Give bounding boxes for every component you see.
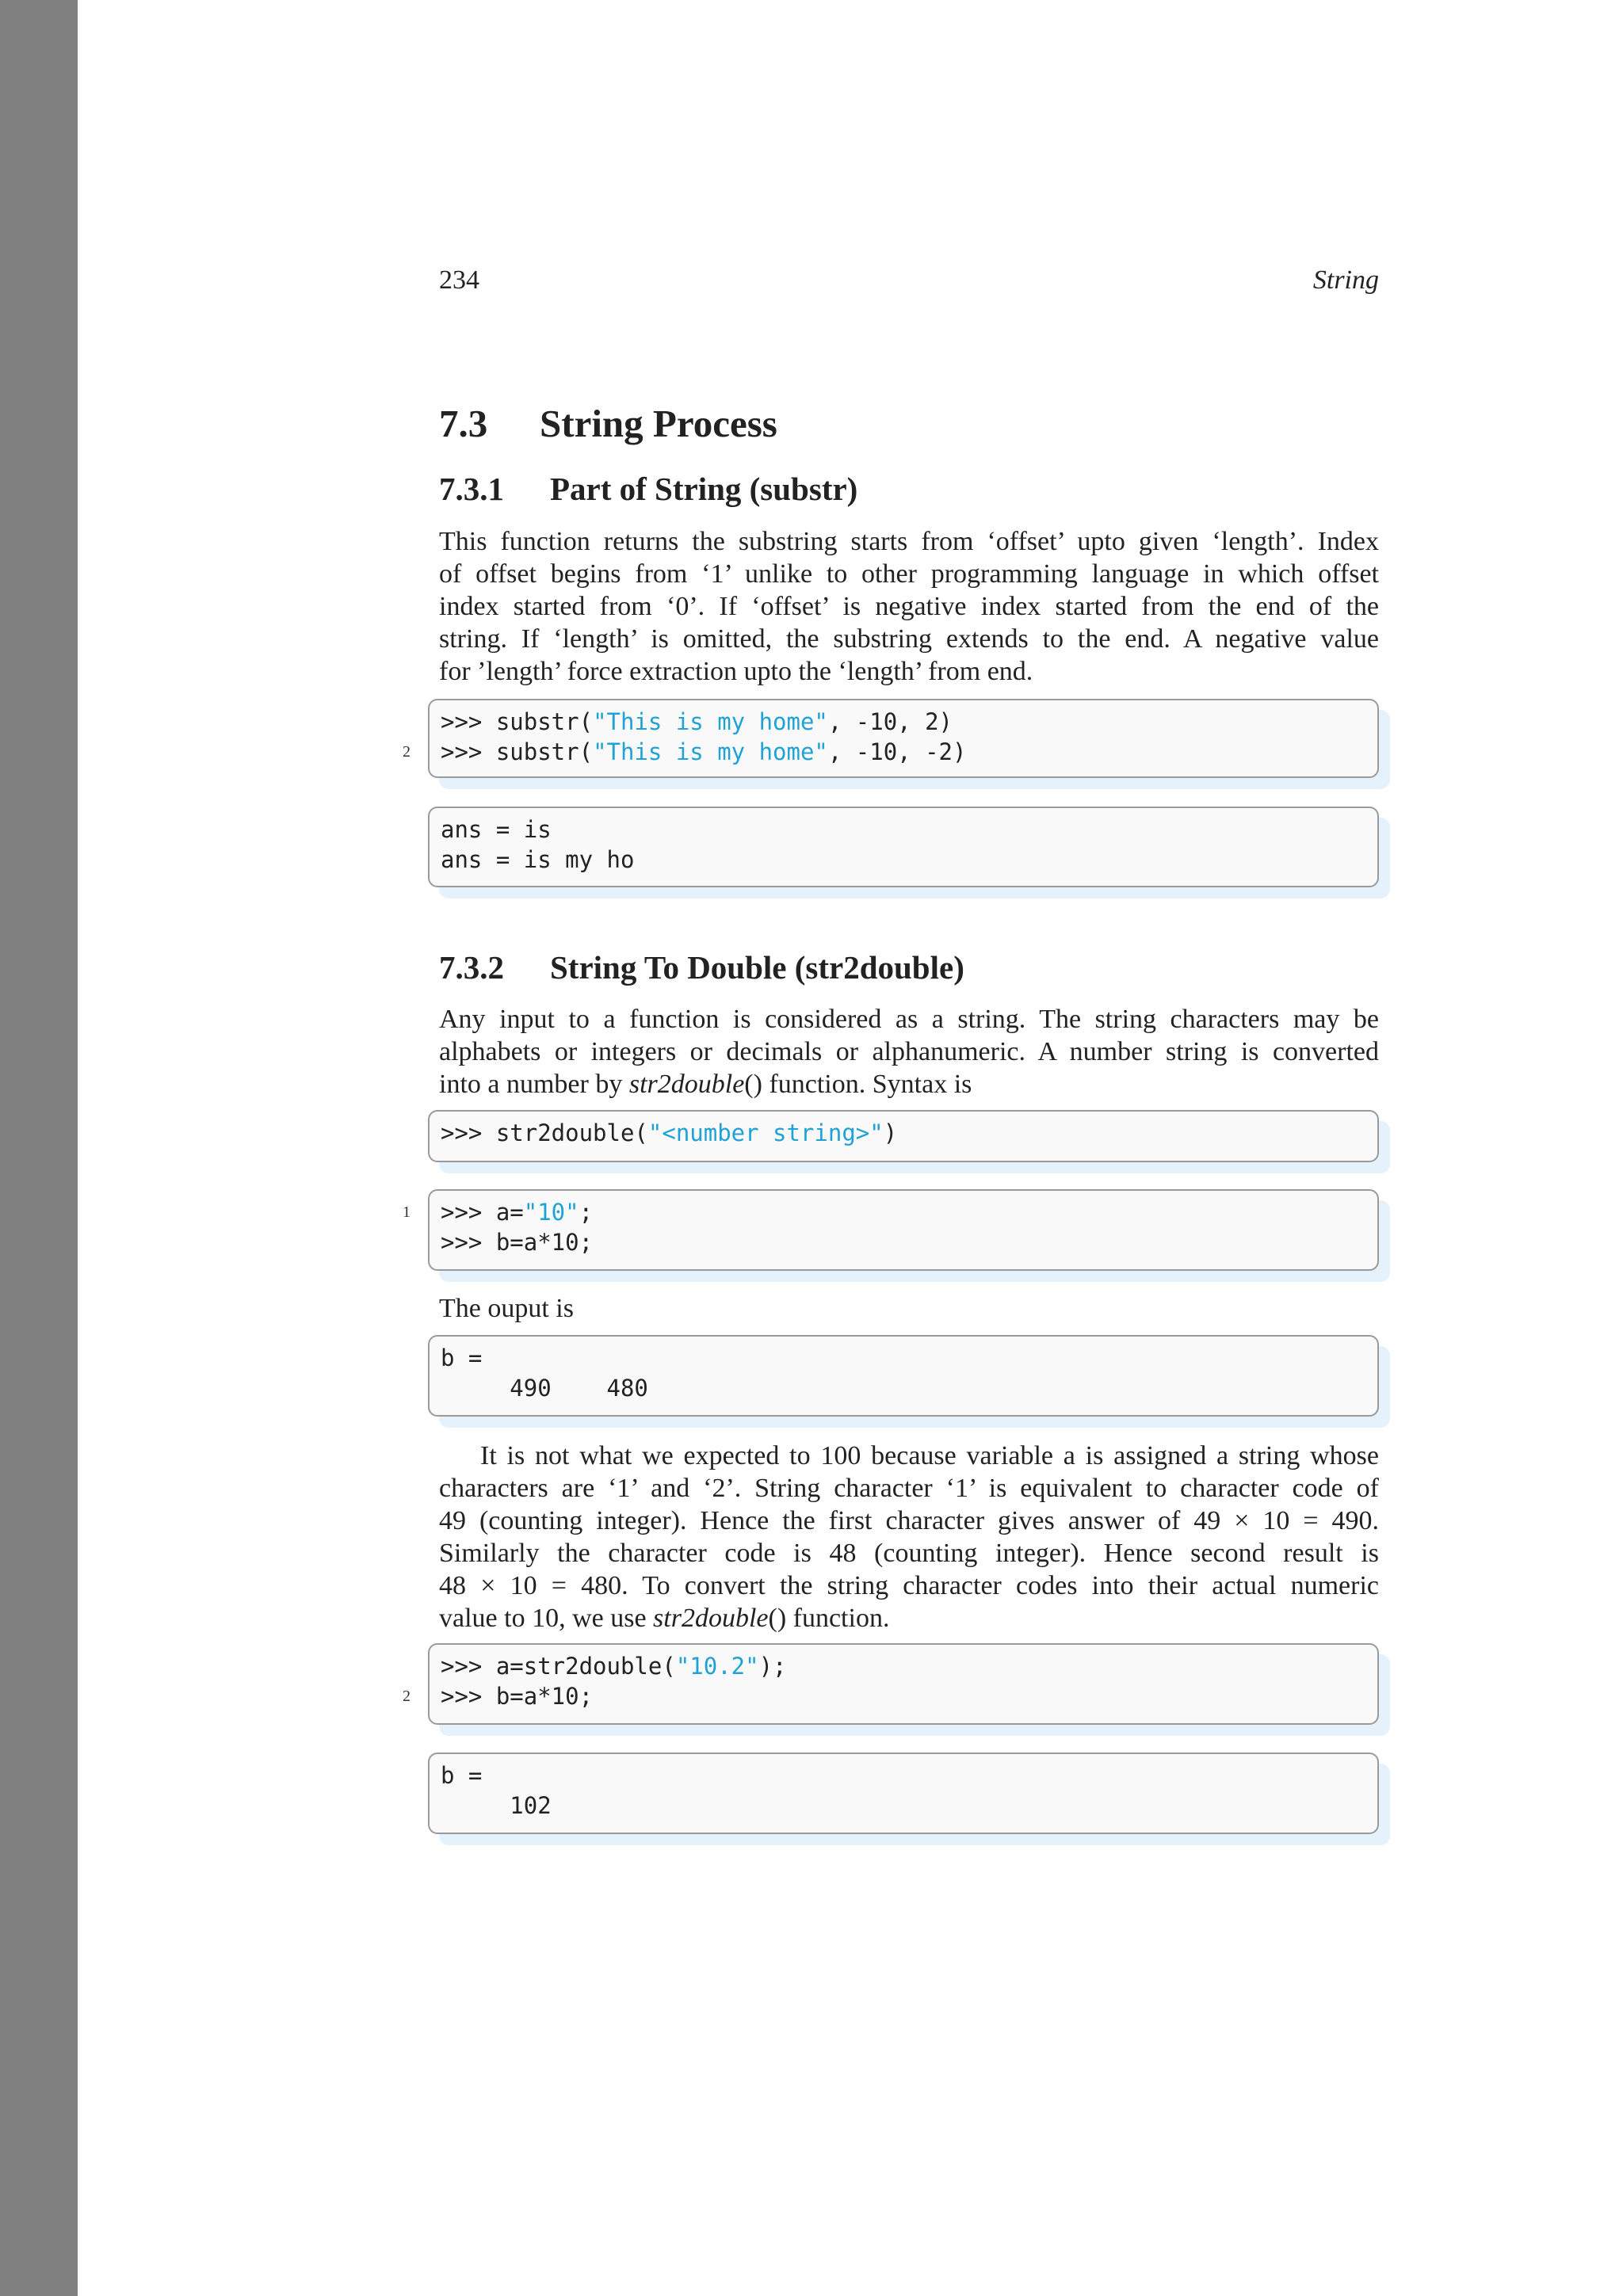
- code-line: [441, 1118, 1377, 1148]
- text-line: 48 × 10 = 480. To convert the string character codes into their actual numeric: [439, 1571, 1379, 1600]
- output-intro: [439, 1292, 1379, 1325]
- code-line: [441, 1197, 1377, 1227]
- text-fragment: value to 10, we use: [439, 1604, 654, 1633]
- code-text: >>> str2double(: [441, 1119, 648, 1146]
- syntax-block: [428, 1110, 1379, 1162]
- text-line: of offset begins from ‘1’ unlike to other programming language in which offset: [439, 559, 1379, 589]
- code-block-substr: [403, 699, 1379, 778]
- text-line: [439, 1068, 1379, 1100]
- section-heading: [439, 400, 777, 448]
- page-gutter: [0, 0, 78, 2296]
- code-text: >>> substr(: [441, 738, 594, 765]
- text-fragment: into a number by: [439, 1070, 629, 1099]
- subsection-number: 7.3.1: [439, 471, 504, 507]
- string-literal: "10": [523, 1199, 579, 1226]
- text-line: string. If ‘length’ is omitted, the substring extends to the end. A negative value: [439, 624, 1379, 654]
- text-line: Any input to a function is considered as a string. The string characters may be: [439, 1005, 1379, 1034]
- section-number: 7.3: [439, 402, 488, 445]
- code-line: [441, 1651, 1377, 1681]
- subsection-number: 7.3.2: [439, 949, 504, 986]
- output-line: ans = is: [441, 816, 552, 843]
- code-text: >>> a=: [441, 1199, 524, 1226]
- function-name: str2double: [653, 1604, 769, 1633]
- code-text: , -10, 2): [827, 708, 953, 735]
- string-literal: "This is my home": [593, 738, 828, 765]
- code-line: >>> b=a*10;: [441, 1229, 594, 1256]
- text-line: index started from ‘0’. If ‘offset’ is negative index started from the end of the: [439, 592, 1379, 621]
- output-block-char-multiply: [428, 1335, 1379, 1417]
- output-line: 102: [441, 1792, 552, 1819]
- text-line: The ouput is: [439, 1294, 574, 1323]
- code-block-char-multiply: [403, 1189, 1379, 1271]
- text-line: This function returns the substring starts from ‘offset’ upto given ‘length’. Index: [439, 527, 1379, 556]
- output-line: ans = is my ho: [441, 846, 635, 873]
- subsection-heading-substr: [439, 469, 857, 509]
- substr-description: [439, 525, 1379, 688]
- string-literal: "This is my home": [593, 708, 828, 735]
- page-number: 234: [439, 265, 479, 295]
- code-text: ): [883, 1119, 898, 1146]
- text-line: It is not what we expected to 100 because variable a is assigned a string whose: [480, 1441, 1379, 1470]
- text-line: Similarly the character code is 48 (counting integer). Hence second result is: [439, 1539, 1379, 1568]
- code-text: , -10, -2): [827, 738, 967, 765]
- str2double-description: [439, 1003, 1379, 1100]
- section-title: String Process: [540, 402, 777, 445]
- code-text: >>> substr(: [441, 708, 594, 735]
- code-line: [441, 737, 1377, 767]
- output-block-str2double: [428, 1753, 1379, 1834]
- text-line: alphabets or integers or decimals or alphanumeric. A number string is converted: [439, 1037, 1379, 1066]
- explanation-paragraph: [439, 1440, 1379, 1634]
- text-line: characters are ‘1’ and ‘2’. String character ‘1’ is equivalent to character code of: [439, 1474, 1379, 1503]
- string-literal: "<number string>": [647, 1119, 884, 1146]
- output-line: 490 480: [441, 1375, 648, 1402]
- text-fragment: () function.: [768, 1604, 890, 1633]
- string-literal: "10.2": [675, 1653, 759, 1680]
- line-number: 1: [403, 1203, 411, 1221]
- code-text: ;: [579, 1199, 594, 1226]
- running-title: String: [1312, 265, 1379, 295]
- output-line: b =: [441, 1344, 483, 1371]
- line-number: 2: [403, 1688, 411, 1705]
- text-fragment: () function. Syntax is: [744, 1070, 972, 1099]
- function-name: str2double: [628, 1070, 745, 1099]
- output-line: b =: [441, 1762, 483, 1789]
- text-line: for ’length’ force extraction upto the ‘length’ from end.: [439, 657, 1033, 686]
- text-line: 49 (counting integer). Hence the first character gives answer of 49 × 10 = 490.: [439, 1506, 1379, 1535]
- subsection-title: Part of String (substr): [550, 471, 858, 507]
- code-line: [441, 707, 1377, 737]
- output-block-substr: [428, 807, 1379, 887]
- subsection-heading-str2double: [439, 948, 964, 987]
- document-page: [403, 0, 1379, 2296]
- code-text: >>> a=str2double(: [441, 1653, 676, 1680]
- subsection-title: String To Double (str2double): [550, 949, 964, 986]
- text-line: [439, 1602, 1379, 1634]
- code-line: >>> b=a*10;: [441, 1683, 594, 1710]
- code-text: );: [758, 1653, 787, 1680]
- code-block-str2double: [403, 1643, 1379, 1725]
- line-number: 2: [403, 743, 411, 761]
